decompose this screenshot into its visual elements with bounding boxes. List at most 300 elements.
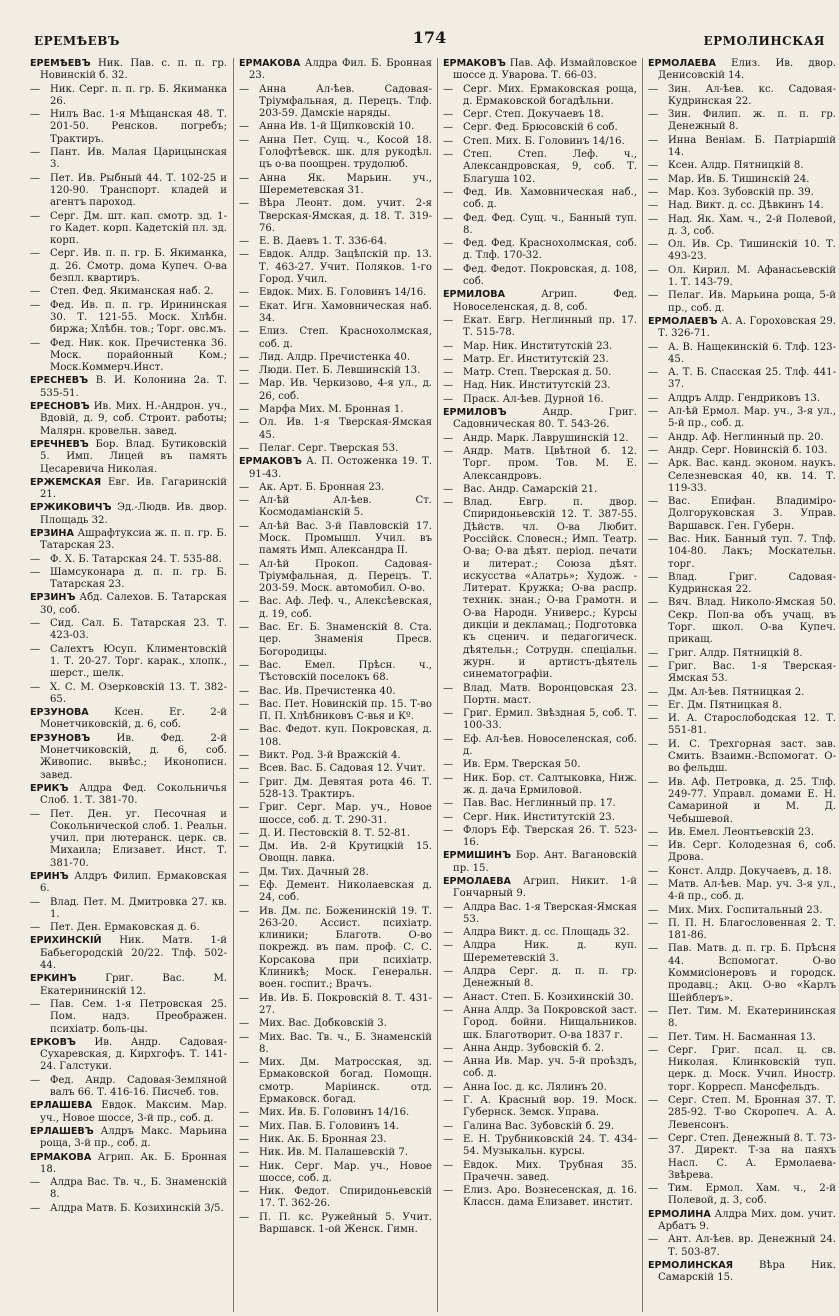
- entry-text: Ал-ѣй Вас. 3-й Павловскій 17. Моск. Промышл. Учил. въ память Имп. Александра II.: [259, 520, 432, 557]
- directory-column-1: [30, 58, 227, 1312]
- entry-text: А. А. Гороховская 29. Т. 326-71.: [658, 315, 836, 340]
- entry-text: Е. В. Даевъ 1. Т. 336-64.: [259, 236, 387, 248]
- ditto-dash: —: [239, 404, 250, 416]
- directory-entry: [239, 236, 432, 248]
- entry-text: Елиз. Аро. Вознесенская, д. 16. Классн. дама Елизавет. инстит.: [463, 1185, 637, 1209]
- entry-text: Серг. Степ. Докучаевъ 18.: [463, 109, 604, 121]
- entry-text: Агрип. Фед. Новоселенская, д. 8, соб.: [453, 289, 637, 313]
- ditto-dash: —: [239, 992, 250, 1004]
- directory-entry: [443, 380, 637, 392]
- surname-headword: ЕРМОЛАЕВА: [648, 58, 716, 69]
- directory-entry: [239, 417, 432, 442]
- entry-text: Агрип. Ак. Б. Бронная 18.: [40, 1151, 227, 1175]
- entry-text: Дм. Ал-ѣев. Пятницкая 2.: [668, 686, 805, 698]
- ditto-dash: —: [239, 558, 250, 570]
- surname-headword: ЕРМОЛИНСКАЯ: [648, 1259, 734, 1271]
- directory-entry: [30, 554, 227, 566]
- entry-text: Мар. Ив. Черкизово, 4-я ул., д. 26, соб.: [259, 378, 432, 402]
- entry-text: Абд. Салехов. Б. Татарская 30, соб.: [40, 592, 227, 616]
- entry-text: Д. И. Пестовскій 8. Т. 52-81.: [259, 827, 411, 839]
- entry-text: Мар. Коз. Зубовскій пр. 39.: [668, 186, 814, 198]
- entry-text: Ник. Бор. ст. Салтыковка, Ниж. ж. д. дача Ермиловой.: [463, 772, 637, 796]
- entry-text: Флоръ Еф. Тверская 26. Т. 523-16.: [463, 824, 637, 849]
- entry-text: Ник. Серг. п. п. гр. Б. Якиманка 26.: [50, 83, 227, 107]
- entry-text: Пав. Сем. 1-я Петровская 25. Пом. надз. Преображен. психіатр. боль-цы.: [50, 998, 227, 1035]
- directory-entry: [648, 1006, 836, 1031]
- directory-entry: [648, 777, 836, 826]
- entry-text: Ив. Дм. пс. Боженинскій 19. Т. 263-20. Ассист. психіатр. клиники; Благотв. О-во покрежд. въ пам. проф. С. С. Корсакова при психіатр. Клиникѣ; Моск. Генеральн. воен. госпит.; Врачъ.: [259, 905, 432, 991]
- directory-entry: [239, 1121, 432, 1133]
- directory-entry: [239, 482, 432, 494]
- directory-entry: [443, 213, 637, 238]
- entry-text: Ив. Емел. Леонтьевскій 23.: [668, 826, 815, 838]
- ditto-dash: —: [648, 444, 659, 456]
- ditto-dash: —: [443, 1159, 454, 1171]
- ditto-dash: —: [239, 236, 250, 248]
- entry-text: Евдок. Мих. Б. Головинъ 14/16.: [259, 287, 427, 299]
- entry-text: Пав. Матв. д. п. гр. Б. Прѣсня 44. Вспомогат. О-во Коммисіонеровъ и городск. продавц.; Акц. О-во «Карлъ Шейблеръ».: [668, 943, 836, 1004]
- ditto-dash: —: [648, 571, 659, 583]
- ditto-dash: —: [30, 172, 41, 184]
- surname-headword: ЕРМОЛАЕВА: [443, 876, 511, 887]
- directory-entry: [239, 724, 432, 749]
- entry-text: Алдра Вас. Тв. ч., Б. Знаменскій 8.: [50, 1177, 227, 1201]
- entry-text: Фед. Фед. Краснохолмская, соб. д. Тлф. 170-32.: [463, 238, 637, 262]
- directory-entry: [239, 121, 432, 133]
- directory-entry-surname: [443, 850, 637, 875]
- directory-entry: [30, 300, 227, 337]
- directory-entry: [239, 686, 432, 698]
- ditto-dash: —: [648, 686, 659, 698]
- directory-entry: [239, 365, 432, 377]
- directory-entry: [648, 393, 836, 405]
- directory-entry-surname: [30, 439, 227, 476]
- directory-entry: [443, 1185, 637, 1210]
- ditto-dash: —: [443, 445, 454, 457]
- ditto-dash: —: [239, 172, 250, 184]
- directory-entry: [443, 734, 637, 759]
- ditto-dash: —: [239, 1133, 250, 1145]
- directory-entry: [239, 135, 432, 172]
- entry-text: Вяч. Влад. Николо-Ямская 50. Секр. Поп-ва объ учащ. въ Торг. школ. О-ва Купеч. прикащ.: [668, 597, 836, 646]
- directory-entry: [443, 1095, 637, 1120]
- directory-entry: [30, 682, 227, 707]
- entry-text: Арк. Вас. канд. эконом. наукъ. Селезневская 40, кв. 14. Т. 119-33.: [668, 458, 836, 494]
- entry-text: Инна Веніам. Б. Патріаршій 14.: [668, 134, 836, 159]
- directory-entry: [648, 700, 836, 712]
- directory-entry-surname: [30, 592, 227, 617]
- ditto-dash: —: [239, 1147, 250, 1159]
- directory-entry: [239, 378, 432, 403]
- directory-entry: [30, 644, 227, 681]
- column-divider: [233, 58, 234, 1312]
- entry-text: А. П. Остоженка 19. Т. 91-43.: [249, 456, 432, 480]
- directory-entry: [30, 286, 227, 298]
- ditto-dash: —: [648, 1005, 659, 1017]
- directory-entry: [648, 713, 836, 738]
- entry-text: Ив. Аф. Петровка, д. 25. Тлф. 249-77. Управл. домами Е. Н. Самариной и М. Д. Чебышевой.: [668, 776, 836, 825]
- entry-text: Степ. Мих. Б. Головинъ 14/16.: [463, 135, 625, 147]
- entry-text: Вас. Ег. Б. Знаменскій 8. Ста. цер. Знаменія Пресв. Богородицы.: [259, 622, 432, 658]
- directory-entry-surname: [30, 783, 227, 808]
- directory-entry: [30, 897, 227, 922]
- ditto-dash: —: [239, 905, 250, 917]
- ditto-dash: —: [239, 659, 250, 671]
- ditto-dash: —: [239, 866, 250, 878]
- directory-entry: [239, 1147, 432, 1159]
- ditto-dash: —: [648, 160, 659, 172]
- directory-entry-surname: [30, 1126, 227, 1151]
- ditto-dash: —: [648, 83, 659, 95]
- entry-text: И. С. Трехгорная заст. зав. Смить. Взаимн.-Вспомогат. О-во фельдш.: [668, 738, 836, 775]
- directory-entry: [443, 798, 637, 810]
- directory-entry: [30, 84, 227, 109]
- directory-entry: [648, 827, 836, 839]
- entry-text: Степ. Фед. Якиманская наб. 2.: [50, 286, 214, 298]
- entry-text: Ф. Х. Б. Татарская 24. Т. 535-88.: [50, 553, 222, 565]
- surname-headword: ЕРЛАШЕВА: [30, 1100, 93, 1112]
- entry-text: Пав. Аф. Измайловское шоссе д. Уварова. Т. 66-03.: [453, 58, 637, 82]
- ditto-dash: —: [648, 713, 659, 725]
- ditto-dash: —: [443, 759, 454, 771]
- directory-entry: [239, 326, 432, 351]
- entry-text: Евг. Ив. Гагаринскій 21.: [40, 476, 227, 501]
- entry-text: Григ. Вас. 1-я Тверская-Ямская 53.: [668, 660, 836, 685]
- entry-text: Мих. Вас. Добковскій 3.: [259, 1018, 387, 1030]
- directory-entry: [30, 248, 227, 285]
- entry-text: Влад. Матв. Воронцовская 23. Портн. маст.: [463, 682, 637, 706]
- surname-headword: ЕРМОЛИНА: [648, 1208, 711, 1220]
- directory-entry: [648, 687, 836, 699]
- entry-text: Анна Ив. 1-й Щипковскій 10.: [259, 121, 415, 133]
- column-divider: [437, 58, 438, 1312]
- entry-text: Серг. Степ. Денежный 8. Т. 73-37. Директ. Т-за на паяхъ Насл. С. А. Ермолаева-Звѣрева.: [668, 1132, 836, 1181]
- directory-entry: [648, 445, 836, 457]
- ditto-dash: —: [443, 497, 454, 509]
- ditto-dash: —: [239, 249, 250, 261]
- entry-text: Марфа Мих. М. Бронная 1.: [259, 404, 404, 416]
- entry-text: Евдок. Максим. Мар. уч., Новое шоссе, 3-й пр., соб. д.: [40, 1100, 227, 1124]
- directory-entry: [443, 238, 637, 263]
- entry-text: Елиз. Степ. Краснохолмская, соб. д.: [259, 326, 432, 350]
- entry-text: А. Т. Б. Спасская 25. Тлф. 441-37.: [668, 367, 836, 391]
- directory-entry: [443, 927, 637, 939]
- entry-text: Над. Викт. д. сс. Дѣвкинъ 14.: [668, 200, 824, 212]
- entry-text: Ив. Серг. Колодезная 6, соб. Дрова.: [668, 840, 836, 864]
- directory-entry: [648, 943, 836, 1004]
- directory-entry: [30, 922, 227, 934]
- directory-entry: [239, 993, 432, 1018]
- directory-entry: [30, 618, 227, 643]
- ditto-dash: —: [239, 495, 250, 507]
- entry-text: Вѣра Леонт. дом. учит. 2-я Тверская-Ямская, д. 18. Т. 319-76.: [259, 198, 432, 234]
- directory-entry: [648, 1045, 836, 1094]
- directory-entry: [648, 187, 836, 199]
- directory-entry: [648, 458, 836, 495]
- directory-entry: [648, 496, 836, 533]
- ditto-dash: —: [443, 901, 454, 913]
- directory-entry: [443, 187, 637, 212]
- directory-entry: [30, 1075, 227, 1100]
- ditto-dash: —: [648, 660, 659, 672]
- entry-text: Салехтъ Юсуп. Климентовскій 1. Т. 20-27. Торг. карак., хлопк., шерст., шелк.: [50, 643, 227, 680]
- entry-text: Ол. Ив. Ср. Тишинскій 10. Т. 493-23.: [668, 239, 836, 263]
- surname-headword: ЕРМАКОВЪ: [239, 456, 302, 468]
- directory-column-3: [443, 58, 637, 1312]
- ditto-dash: —: [648, 290, 659, 302]
- ditto-dash: —: [443, 798, 454, 810]
- ditto-dash: —: [443, 1081, 454, 1093]
- ditto-dash: —: [648, 134, 659, 146]
- ditto-dash: —: [239, 520, 250, 532]
- directory-entry: [443, 1134, 637, 1159]
- ditto-dash: —: [239, 300, 250, 312]
- entry-text: Алдра Фил. Б. Бронная 23.: [249, 58, 432, 82]
- ditto-dash: —: [30, 896, 41, 908]
- entry-text: Вас. Емел. Прѣсн. ч., Тѣстовскій поселокъ 68.: [259, 659, 432, 684]
- entry-text: Ксен. Ег. 2-й Монетчиковскій, д. 6, соб.: [40, 707, 227, 731]
- directory-entry-surname: [30, 1100, 227, 1125]
- surname-headword: ЕРЕСНОВЪ: [30, 401, 90, 413]
- entry-text: Алдра Ник. д. куп. Шереметевскій 3.: [463, 940, 637, 964]
- surname-headword: ЕРЕМѢЕВЪ: [30, 58, 91, 69]
- entry-text: Анна Іос. д. кс. Лялинъ 20.: [463, 1081, 607, 1093]
- entry-text: Алдра Вас. 1-я Тверская-Ямская 53.: [463, 901, 637, 925]
- ditto-dash: —: [239, 1120, 250, 1132]
- entry-text: Ант. Ал-ѣев. вр. Денежный 24. Т. 503-87.: [668, 1234, 836, 1258]
- ditto-dash: —: [30, 681, 41, 693]
- entry-text: Андр. Аф. Неглинный пр. 20.: [668, 431, 824, 443]
- ditto-dash: —: [239, 134, 250, 146]
- ditto-dash: —: [648, 904, 659, 916]
- directory-entry: [239, 802, 432, 827]
- entry-text: Бор. Ант. Вагановскій пр. 15.: [453, 850, 637, 874]
- directory-entry: [443, 367, 637, 379]
- ditto-dash: —: [30, 299, 41, 311]
- entry-text: Андр. Марк. Лаврушинскій 12.: [463, 432, 629, 444]
- ditto-dash: —: [443, 135, 454, 147]
- entry-text: Всев. Вас. Б. Садовая 12. Учит.: [259, 763, 426, 775]
- entry-text: Алдра Викт. д. сс. Площадь 32.: [463, 927, 630, 939]
- ditto-dash: —: [443, 1133, 454, 1145]
- entry-text: В. И. Колонина 2а. Т. 535-51.: [40, 375, 227, 399]
- directory-entry: [443, 1005, 637, 1042]
- ditto-dash: —: [443, 432, 454, 444]
- directory-entry: [648, 572, 836, 597]
- entry-text: Зин. Филип. ж. п. п. гр. Денежный 8.: [668, 109, 836, 133]
- column-divider: [642, 58, 643, 1312]
- directory-entry: [443, 759, 637, 771]
- entry-text: Влад. Григ. Садовая-Кудринская 22.: [668, 571, 836, 596]
- ditto-dash: —: [443, 966, 454, 978]
- ditto-dash: —: [648, 239, 659, 251]
- entry-text: Степ. Степ. Леф. ч., Александровская, 9, соб. Т. Благуша 102.: [463, 149, 637, 185]
- entry-text: Ив. Ив. Б. Покровскій 8. Т. 431-27.: [259, 992, 432, 1016]
- entry-text: Алдра Матв. Б. Козихинскій 3/5.: [50, 1202, 224, 1214]
- ditto-dash: —: [443, 83, 454, 95]
- entry-text: Мих. Ив. Б. Головинъ 14/16.: [259, 1107, 410, 1119]
- entry-text: Серг. Степ. М. Бронная 37. Т. 285-92. Т-во Скоропеч. А. А. Левенсонъ.: [668, 1095, 836, 1131]
- ditto-dash: —: [443, 682, 454, 694]
- entry-text: Григ. Алдр. Пятницкій 8.: [668, 647, 803, 659]
- entry-text: Мар. Ник. Институтскій 23.: [463, 340, 613, 352]
- directory-entry: [239, 495, 432, 520]
- ditto-dash: —: [30, 566, 41, 578]
- ditto-dash: —: [443, 483, 454, 495]
- surname-headword: ЕРЕСНЕВЪ: [30, 375, 89, 387]
- running-head-right: ЕРМОЛИНСКАЯ: [703, 34, 825, 48]
- entry-text: Пелаг. Серг. Тверская 53.: [259, 442, 399, 454]
- directory-entry: [239, 287, 432, 299]
- entry-text: Мих. Вас. Тв. ч., Б. Знаменскій 8.: [259, 1031, 432, 1055]
- entry-text: Влад. Пет. М. Дмитровка 27. кв. 1.: [50, 896, 227, 920]
- entry-text: Пет. Ден. уг. Песочная и Сокольнической слоб. 1. Реальн. учил. при лютеранск. церк. св. Михаила; Елизавет. Инст. Т. 381-70.: [50, 808, 227, 869]
- ditto-dash: —: [648, 431, 659, 443]
- directory-entry: [648, 84, 836, 109]
- entry-text: Григ. Дм. Девятая рота 46. Т. 528-13. Трактиръ.: [259, 776, 432, 800]
- surname-headword: ЕРМАКОВА: [30, 1151, 92, 1163]
- ditto-dash: —: [443, 991, 454, 1003]
- ditto-dash: —: [239, 750, 250, 762]
- surname-headword: ЕРЛАШЕВЪ: [30, 1125, 94, 1137]
- entry-text: Григ. Вас. М. Екатерининскій 12.: [40, 973, 227, 997]
- entry-text: Эд.-Людв. Ив. двор. Площадь 32.: [40, 502, 227, 526]
- directory-entry: [648, 648, 836, 660]
- ditto-dash: —: [443, 238, 454, 250]
- directory-entry: [443, 708, 637, 733]
- directory-entry-surname: [648, 316, 836, 341]
- ditto-dash: —: [239, 1211, 250, 1223]
- directory-entry: [239, 867, 432, 879]
- entry-text: Ег. Дм. Пятницкая 8.: [668, 699, 782, 711]
- directory-entry-surname: [443, 58, 637, 83]
- entry-text: Пет. Тим. Н. Басманная 13.: [668, 1031, 816, 1043]
- entry-text: Анна Ал-ѣев. Садовая-Тріумфальная, д. Перецъ. Тлф. 203-59. Дамскіе наряды.: [259, 83, 432, 120]
- entry-text: П. П. кс. Ружейный 5. Учит. Варшавск. 1-ой Женск. Гимн.: [259, 1211, 432, 1236]
- entry-text: Е. Н. Трубниковскій 24. Т. 434-54. Музыкальн. курсы.: [463, 1133, 637, 1158]
- entry-text: И. А. Старослободская 12. Т. 551-81.: [668, 713, 836, 737]
- directory-entry: [443, 497, 637, 681]
- ditto-dash: —: [239, 121, 250, 133]
- ditto-dash: —: [239, 417, 250, 429]
- directory-entry: [30, 109, 227, 146]
- directory-entry: [648, 342, 836, 367]
- ditto-dash: —: [30, 998, 41, 1010]
- ditto-dash: —: [648, 699, 659, 711]
- directory-entry: [648, 879, 836, 904]
- surname-headword: ЕРЖЕМСКАЯ: [30, 476, 102, 488]
- entry-text: А. В. Нащекинскій 6. Тлф. 123-45.: [668, 341, 836, 365]
- entry-text: Алдра Фед. Сокольничья Слоб. 1. Т. 381-70.: [40, 782, 227, 807]
- directory-entry: [239, 249, 432, 286]
- directory-entry: [239, 1032, 432, 1057]
- entry-text: Влад. Евгр. п. двор. Спиридоньевскій 12. Т. 387-55. Дѣйств. чл. О-ва Любит. Россійск. Словесн.; Имп. Театр. О-ва; О-ва дѣят. період. печати и литерат.; Союза дѣят. искусства «Алатрь»; Худож. - Литерат. Кружка; О-ва распр. техник. знан.; О-ва Грамотн. и О-ва Народн. Универс.; Курсы дикціи и декламац.; Подготовка къ сценич. и педагогическ. дѣятельн.; Сотрудн. спеціальн. журн. и артистъ-дѣятель синематографіи.: [463, 497, 637, 681]
- directory-entry: [443, 812, 637, 824]
- surname-headword: ЕРЗУНОВЪ: [30, 732, 91, 744]
- entry-text: Серг. Григ. псал. ц. св. Николая. Клинковскій туп. церк. д. Моск. Учил. Иностр. торг. Корресп. Мансфельдъ.: [668, 1044, 836, 1093]
- directory-column-2: [239, 58, 432, 1312]
- directory-entry: [648, 1133, 836, 1182]
- directory-entry: [648, 739, 836, 776]
- directory-entry: [239, 763, 432, 775]
- directory-entry: [648, 866, 836, 878]
- ditto-dash: —: [30, 210, 41, 222]
- ditto-dash: —: [30, 286, 41, 298]
- directory-entry: [239, 404, 432, 416]
- ditto-dash: —: [443, 1095, 454, 1107]
- entry-text: Серг. Ник. Институтскій 23.: [463, 811, 615, 823]
- directory-entry-surname: [30, 375, 227, 400]
- directory-entry: [239, 1134, 432, 1146]
- entry-text: Пет. Ден. Ермаковская д. 6.: [50, 922, 200, 934]
- surname-headword: ЕРЕЧНЕВЪ: [30, 438, 89, 450]
- entry-text: Вас. Федот. куп. Покровская, д. 108.: [259, 724, 432, 748]
- directory-entry: [30, 338, 227, 375]
- entry-text: Алдра Серг. д. п. п. гр. Денежный 8.: [463, 966, 637, 990]
- entry-text: Мих. Мих. Госпитальный 23.: [668, 904, 823, 916]
- directory-entry: [443, 825, 637, 850]
- entry-text: Евдок. Мих. Трубная 35. Прачечн. завед.: [463, 1159, 637, 1183]
- entry-text: Ив. Андр. Садовая-Сухаревская, д. Кирхгофъ. Т. 141-24. Галстуки.: [40, 1036, 227, 1073]
- ditto-dash: —: [30, 643, 41, 655]
- directory-entry: [443, 773, 637, 798]
- ditto-dash: —: [648, 496, 659, 508]
- ditto-dash: —: [30, 109, 41, 121]
- directory-entry: [443, 1056, 637, 1081]
- ditto-dash: —: [443, 940, 454, 952]
- entry-text: Над. Ник. Институтскій 23.: [463, 380, 611, 392]
- entry-text: Фед. Ник. кок. Пречистенка 36. Моск. порайонный Ком.; Моск.Коммерч.Инст.: [50, 337, 227, 374]
- entry-text: Ашрафтуксиа ж. п. п. гр. Б. Татарская 23.: [40, 527, 227, 552]
- directory-entry: [648, 840, 836, 865]
- entry-text: Г. А. Красный вор. 19. Моск. Губернск. Земск. Управа.: [463, 1095, 637, 1119]
- surname-headword: ЕРИКЪ: [30, 782, 69, 794]
- ditto-dash: —: [648, 200, 659, 212]
- entry-text: Екат. Евгр. Неглинный пр. 17. Т. 515-78.: [463, 314, 637, 339]
- ditto-dash: —: [239, 1018, 250, 1030]
- directory-entry: [648, 239, 836, 264]
- directory-entry: [30, 809, 227, 870]
- directory-entry-surname: [443, 876, 637, 901]
- ditto-dash: —: [443, 733, 454, 745]
- directory-entry: [239, 777, 432, 802]
- directory-entry: [239, 622, 432, 659]
- directory-entry: [443, 264, 637, 289]
- directory-entry: [239, 1057, 432, 1106]
- directory-entry: [443, 966, 637, 991]
- entry-text: Конст. Алдр. Докучаевъ, д. 18.: [668, 865, 832, 877]
- entry-text: Матр. Степ. Тверская д. 50.: [463, 367, 612, 379]
- ditto-dash: —: [443, 109, 454, 121]
- entry-text: Анна Андр. Зубовскій б. 2.: [463, 1042, 605, 1054]
- ditto-dash: —: [443, 1056, 454, 1068]
- entry-text: Ол. Ив. 1-я Тверская-Ямская 45.: [259, 417, 432, 441]
- directory-entry: [239, 352, 432, 364]
- entry-text: Андр. Матв. Цвѣтной б. 12. Торг. пром. Тов. М. Е. Александровъ.: [463, 445, 637, 482]
- ditto-dash: —: [30, 1074, 41, 1086]
- entry-text: Ник. Ив. М. Палашевскій 7.: [259, 1147, 408, 1159]
- ditto-dash: —: [443, 708, 454, 720]
- directory-entry: [239, 443, 432, 455]
- ditto-dash: —: [648, 367, 659, 379]
- directory-entry: [443, 433, 637, 445]
- entry-text: Праск. Ал-ѣев. Дурной 16.: [463, 393, 604, 405]
- surname-headword: ЕРМАКОВА: [239, 58, 301, 69]
- ditto-dash: —: [443, 1120, 454, 1132]
- directory-entry: [239, 1186, 432, 1211]
- ditto-dash: —: [443, 353, 454, 365]
- ditto-dash: —: [443, 380, 454, 392]
